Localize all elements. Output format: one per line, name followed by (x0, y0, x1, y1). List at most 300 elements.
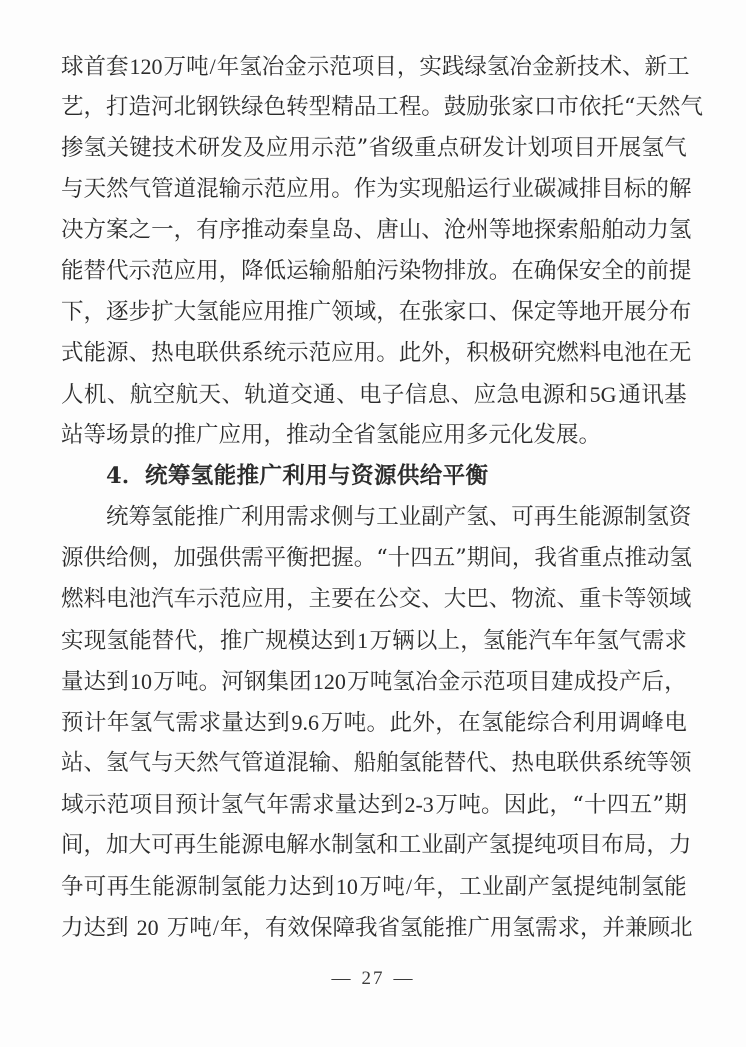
cjk-glyph: 在 (398, 299, 422, 325)
cjk-glyph: 重 (414, 135, 437, 161)
cjk-glyph: 范 (106, 792, 130, 818)
cjk-glyph: 源 (106, 340, 129, 366)
cjk-glyph: 需 (641, 628, 665, 654)
cjk-glyph: 探 (533, 217, 557, 243)
cjk-glyph: 我 (534, 545, 557, 571)
cjk-glyph: 汽 (528, 628, 551, 654)
cjk-glyph: 目 (573, 135, 596, 161)
cjk-glyph: 道 (263, 750, 287, 776)
cjk-glyph: 联 (196, 340, 219, 366)
cjk-glyph: 一 (151, 217, 174, 243)
cjk-glyph: 扩 (151, 299, 174, 325)
cjk-glyph: 等 (646, 750, 669, 776)
latin-run: 120 (129, 54, 163, 79)
cjk-glyph: 氢 (481, 710, 504, 736)
cjk-glyph: 术 (599, 54, 622, 80)
cjk-glyph: 示 (286, 340, 309, 366)
cjk-glyph: 峰 (641, 710, 664, 736)
cjk-glyph: 目 (528, 669, 551, 695)
cjk-glyph: 提 (511, 832, 534, 858)
cjk-glyph: 项 (351, 54, 375, 80)
cjk-glyph: 排 (578, 176, 602, 202)
cjk-glyph: 范 (263, 176, 287, 202)
cjk-glyph: 广 (218, 504, 242, 530)
cjk-glyph: ” (356, 135, 369, 161)
text-line (61, 743, 692, 784)
cjk-glyph: 氢 (239, 54, 262, 80)
cjk-glyph: 吨 (369, 669, 393, 695)
cjk-glyph: 汽 (151, 586, 174, 612)
cjk-glyph: 开 (596, 135, 619, 161)
cjk-glyph: 广 (242, 628, 266, 654)
cjk-glyph: 示 (306, 54, 330, 80)
cjk-glyph: 河 (151, 94, 174, 120)
cjk-glyph: 源 (174, 874, 198, 900)
cjk-glyph: ， (376, 299, 399, 325)
cjk-glyph: 用 (353, 340, 377, 366)
cjk-glyph: 冶 (509, 54, 532, 80)
page-number-value: 27 (361, 968, 385, 989)
cjk-glyph: 代 (106, 258, 129, 284)
cjk-glyph: 四 (410, 545, 433, 571)
cjk-glyph: 目 (601, 176, 624, 202)
latin-run: 120 (312, 669, 346, 694)
cjk-glyph: 项 (556, 832, 579, 858)
cjk-glyph: 级 (391, 135, 414, 161)
cjk-glyph: 重 (579, 545, 602, 571)
cjk-glyph: 能 (505, 628, 529, 654)
cjk-glyph: 输 (308, 750, 332, 776)
cjk-glyph: 机 (83, 382, 107, 408)
cjk-glyph: 用 (263, 586, 287, 612)
cjk-glyph: 此 (398, 340, 422, 366)
cjk-glyph: 达 (244, 710, 267, 736)
cjk-glyph: 项 (550, 135, 574, 161)
cjk-glyph: 年 (216, 54, 240, 80)
cjk-glyph: 用 (263, 504, 287, 530)
cjk-glyph: 万 (435, 792, 458, 818)
cjk-glyph: 通 (313, 382, 336, 408)
latin-run: 1 (357, 628, 369, 653)
cjk-glyph: 绿 (241, 94, 264, 120)
cjk-glyph: 大 (173, 299, 197, 325)
text-line (61, 825, 692, 866)
cjk-glyph: 以 (414, 628, 438, 654)
cjk-glyph: 空 (152, 382, 176, 408)
cjk-glyph: 产 (618, 669, 642, 695)
cjk-glyph: 燃 (61, 586, 84, 612)
cjk-glyph: ， (396, 54, 420, 80)
cjk-glyph: 制 (331, 832, 354, 858)
cjk-glyph: 范 (308, 340, 332, 366)
cjk-glyph: 到 (311, 874, 335, 900)
cjk-glyph: 钢 (196, 94, 219, 120)
cjk-glyph: 运 (466, 176, 489, 202)
cjk-glyph: 替 (83, 258, 107, 284)
cjk-glyph: 践 (441, 54, 465, 80)
cjk-glyph: 目 (152, 792, 175, 818)
cjk-glyph: 交 (290, 382, 313, 408)
text-line (61, 620, 687, 661)
cjk-glyph: 系 (241, 340, 264, 366)
cjk-glyph: 热 (151, 340, 174, 366)
cjk-glyph: 吨 (382, 874, 405, 900)
cjk-glyph: 团 (289, 669, 312, 695)
cjk-glyph: 工 (376, 94, 399, 120)
cjk-glyph: 程 (398, 94, 422, 120)
cjk-glyph: 业 (481, 874, 505, 900)
cjk-glyph: 皇 (308, 217, 332, 243)
cjk-glyph: 再 (533, 504, 557, 530)
cjk-glyph: 目 (578, 832, 602, 858)
cjk-glyph: 展 (623, 299, 647, 325)
cjk-glyph: 标 (623, 176, 647, 202)
cjk-glyph: ， (435, 710, 458, 736)
cjk-glyph: 源 (241, 832, 264, 858)
cjk-glyph: 投 (596, 669, 619, 695)
cjk-glyph: 氢 (106, 750, 129, 776)
cjk-glyph: 序 (218, 217, 242, 243)
cjk-glyph: 家 (443, 299, 467, 325)
cjk-glyph: 吨 (186, 54, 209, 80)
cjk-glyph: 气 (128, 750, 152, 776)
cjk-glyph: 航 (175, 382, 199, 408)
cjk-glyph: 实 (398, 176, 422, 202)
cjk-glyph: 。 (331, 176, 354, 202)
cjk-glyph: 应 (286, 176, 309, 202)
cjk-glyph: 色 (263, 94, 287, 120)
cjk-glyph: 、 (221, 382, 244, 408)
cjk-glyph: ， (436, 874, 459, 900)
cjk-glyph: 副 (504, 874, 528, 900)
cjk-glyph: 管 (151, 176, 174, 202)
cjk-glyph: 逐 (106, 299, 129, 325)
cjk-glyph: 极 (488, 340, 512, 366)
cjk-glyph: 工 (459, 874, 482, 900)
cjk-glyph: 生 (129, 874, 152, 900)
cjk-glyph: 与 (151, 750, 174, 776)
cjk-glyph: 、 (421, 586, 444, 612)
cjk-glyph: 运 (286, 258, 309, 284)
cjk-glyph: 达 (288, 874, 312, 900)
cjk-glyph: 大 (128, 832, 152, 858)
cjk-glyph: 研 (197, 135, 221, 161)
cjk-glyph: 发 (482, 135, 505, 161)
cjk-glyph: 氢 (353, 832, 377, 858)
cjk-glyph: 强 (196, 545, 219, 571)
cjk-glyph: 精 (331, 94, 354, 120)
cjk-glyph: 研 (511, 340, 534, 366)
cjk-glyph: 资 (668, 504, 692, 530)
text-line (61, 415, 687, 456)
cjk-glyph: 方 (83, 217, 107, 243)
cjk-glyph: 新 (644, 54, 668, 80)
cjk-glyph: 量 (221, 710, 244, 736)
cjk-glyph: 术 (174, 135, 198, 161)
cjk-glyph: 制 (197, 874, 221, 900)
cjk-glyph: 纯 (533, 832, 557, 858)
cjk-glyph: 无 (668, 340, 692, 366)
cjk-glyph: 目 (374, 54, 397, 80)
cjk-glyph: 能 (503, 710, 527, 736)
cjk-glyph: 十 (387, 545, 411, 571)
text-line (61, 497, 692, 538)
cjk-glyph: 统 (623, 750, 647, 776)
cjk-glyph: 船 (331, 258, 354, 284)
cjk-glyph: 主 (308, 586, 332, 612)
text-line (61, 46, 690, 87)
cjk-glyph: 电 (601, 340, 624, 366)
cjk-glyph: 掺 (61, 135, 84, 161)
cjk-glyph: 保 (556, 258, 579, 284)
cjk-glyph: 吨 (458, 792, 481, 818)
cjk-glyph: 船 (353, 750, 377, 776)
cjk-glyph: 万 (359, 874, 382, 900)
cjk-glyph: 需 (241, 545, 264, 571)
cjk-glyph: 岛 (331, 217, 354, 243)
cjk-glyph: 替 (151, 628, 175, 654)
cjk-glyph: 、 (336, 382, 359, 408)
cjk-glyph: 产 (443, 504, 467, 530)
cjk-glyph: 代 (174, 628, 197, 654)
cjk-glyph: ， (83, 299, 107, 325)
cjk-glyph: 计 (197, 792, 221, 818)
cjk-glyph: ， (197, 628, 220, 654)
cjk-glyph: 电 (358, 382, 382, 408)
cjk-glyph: 张 (421, 299, 444, 325)
cjk-glyph: 铁 (218, 94, 242, 120)
cjk-glyph: 成 (573, 669, 597, 695)
cjk-glyph: 技 (152, 135, 175, 161)
cjk-glyph: 、 (488, 504, 512, 530)
cjk-glyph: 和 (376, 832, 399, 858)
cjk-glyph: 能 (578, 504, 602, 530)
cjk-glyph: ， (549, 792, 572, 818)
cjk-glyph: 副 (421, 504, 444, 530)
cjk-glyph: 实 (419, 54, 442, 80)
cjk-glyph: 输 (308, 258, 332, 284)
cjk-glyph: 调 (618, 710, 642, 736)
cjk-glyph: 子 (381, 382, 405, 408)
cjk-glyph: 吨 (175, 669, 199, 695)
cjk-glyph: 交 (398, 586, 422, 612)
cjk-glyph: 解 (286, 832, 309, 858)
cjk-glyph: 万 (163, 54, 187, 80)
cjk-glyph: 唐 (376, 217, 399, 243)
latin-run: 10 (130, 669, 153, 694)
cjk-glyph: 料 (578, 340, 602, 366)
cjk-glyph: 五 (629, 792, 653, 818)
cjk-glyph: 提 (668, 258, 692, 284)
cjk-glyph: 关 (106, 135, 130, 161)
cjk-glyph: 管 (241, 750, 264, 776)
cjk-glyph: 天 (635, 94, 658, 120)
cjk-glyph: 定 (533, 299, 557, 325)
cjk-glyph: 能 (152, 874, 175, 900)
cjk-glyph: 预 (175, 792, 198, 818)
cjk-glyph: 碳 (533, 176, 557, 202)
cjk-glyph: 给 (106, 545, 129, 571)
cjk-glyph: 、 (450, 382, 474, 408)
cjk-glyph: 衡 (286, 545, 309, 571)
cjk-glyph: 和 (565, 382, 588, 408)
cjk-glyph: 十 (584, 792, 607, 818)
cjk-glyph: 、 (421, 217, 444, 243)
cjk-glyph: 流 (533, 586, 557, 612)
latin-run: 5G (589, 382, 617, 407)
text-line (61, 87, 703, 128)
cjk-glyph: 口 (533, 94, 557, 120)
cjk-glyph: 求 (311, 792, 335, 818)
cjk-glyph: 示 (311, 135, 334, 161)
cjk-glyph: 。 (366, 710, 390, 736)
cjk-glyph: 加 (173, 545, 197, 571)
cjk-glyph: 案 (106, 217, 129, 243)
cjk-glyph: 信 (404, 382, 428, 408)
cjk-glyph: 万 (320, 710, 344, 736)
cjk-glyph: 艺 (61, 94, 84, 120)
cjk-glyph: 河 (221, 669, 244, 695)
page-number-dash-left: — (331, 968, 353, 989)
cjk-glyph: 绿 (464, 54, 487, 80)
cjk-glyph: 及 (243, 135, 266, 161)
cjk-glyph: 电 (173, 340, 197, 366)
cjk-glyph: 此 (526, 792, 550, 818)
cjk-glyph: 下 (61, 299, 84, 325)
cjk-glyph: 范 (483, 669, 506, 695)
cjk-glyph: 船 (578, 217, 602, 243)
cjk-glyph: 能 (173, 504, 197, 530)
cjk-glyph: 道 (173, 176, 197, 202)
cjk-glyph: 金 (437, 669, 461, 695)
cjk-glyph: 料 (83, 586, 107, 612)
cjk-glyph: 州 (466, 217, 489, 243)
cjk-glyph: 急 (496, 382, 520, 408)
cjk-run: 站等场景的推广应用，推动全省氢能应用多元化发展。 (61, 422, 602, 448)
cjk-glyph: 氢 (646, 504, 669, 530)
text-line (61, 333, 692, 374)
cjk-glyph: 物 (421, 258, 444, 284)
text-line (61, 661, 687, 702)
cjk-glyph: 地 (511, 217, 534, 243)
cjk-glyph: 、 (488, 299, 512, 325)
cjk-glyph: 山 (398, 217, 422, 243)
cjk-glyph: 合 (549, 710, 573, 736)
cjk-glyph: 量 (61, 669, 84, 695)
cjk-glyph: 放 (466, 258, 489, 284)
cjk-glyph: 工 (398, 832, 422, 858)
cjk-glyph: 在 (458, 710, 481, 736)
text-line (61, 702, 687, 743)
cjk-glyph: 在 (353, 586, 377, 612)
cjk-glyph: 利 (572, 710, 596, 736)
cjk-glyph: 新 (554, 54, 577, 80)
cjk-glyph: 车 (550, 628, 574, 654)
text-line (61, 292, 692, 333)
cjk-glyph: 应 (331, 340, 354, 366)
cjk-glyph: 推 (624, 545, 647, 571)
cjk-glyph: 域 (353, 299, 377, 325)
cjk-glyph: ， (443, 340, 467, 366)
cjk-glyph: 公 (376, 586, 399, 612)
cjk-glyph: 与 (61, 176, 84, 202)
cjk-glyph: 范 (218, 586, 242, 612)
cjk-glyph: 排 (443, 258, 467, 284)
cjk-glyph: 量 (334, 792, 358, 818)
cjk-glyph: 用 (288, 135, 312, 161)
cjk-glyph: 供 (578, 750, 602, 776)
latin-run: / (212, 915, 219, 940)
cjk-glyph: 点 (436, 135, 460, 161)
cjk-glyph: 之 (128, 217, 152, 243)
cjk-glyph: 的 (623, 258, 647, 284)
cjk-glyph: 。 (198, 669, 222, 695)
cjk-run: 年，有效保障我省氢能推广用氢需求，并兼顾北 (219, 915, 693, 941)
cjk-glyph: 。 (481, 792, 504, 818)
cjk-glyph: “ (572, 792, 584, 818)
cjk-glyph: 应 (241, 299, 264, 325)
cjk-glyph: 工 (667, 54, 690, 80)
cjk-glyph: 索 (556, 217, 579, 243)
cjk-glyph: 达 (83, 669, 107, 695)
cjk-glyph: 领 (331, 299, 354, 325)
cjk-glyph: 氢 (466, 504, 489, 530)
cjk-glyph: 动 (646, 545, 670, 571)
cjk-glyph: 产 (527, 874, 550, 900)
cjk-glyph: 套 (106, 54, 129, 80)
cjk-glyph: 研 (459, 135, 483, 161)
cjk-glyph: 分 (646, 299, 669, 325)
cjk-glyph: 示 (83, 792, 107, 818)
cjk-glyph: 基 (664, 382, 687, 408)
cjk-glyph: 四 (606, 792, 630, 818)
cjk-glyph: 布 (601, 832, 624, 858)
cjk-glyph: 用 (196, 258, 219, 284)
cjk-glyph: 舶 (353, 258, 377, 284)
cjk-glyph: 降 (241, 258, 264, 284)
cjk-glyph: 池 (128, 586, 152, 612)
cjk-glyph: 、 (556, 586, 579, 612)
cjk-glyph: 水 (308, 832, 332, 858)
cjk-glyph: 造 (128, 94, 152, 120)
text-line (61, 374, 687, 415)
cjk-glyph: 染 (398, 258, 422, 284)
cjk-glyph: 到 (106, 669, 129, 695)
cjk-glyph: 船 (443, 176, 467, 202)
cjk-glyph: 省 (556, 545, 580, 571)
cjk-glyph: 计 (83, 710, 107, 736)
cjk-glyph: 氢 (151, 504, 174, 530)
cjk-glyph: “ (623, 94, 636, 120)
cjk-glyph: 年 (266, 792, 289, 818)
cjk-glyph: 开 (601, 299, 624, 325)
cjk-glyph: 氢 (668, 217, 692, 243)
cjk-run: 万吨 (159, 915, 212, 941)
cjk-glyph: 首 (83, 54, 107, 80)
cjk-glyph: 、 (353, 217, 377, 243)
cjk-glyph: 氢 (392, 669, 415, 695)
cjk-glyph: 能 (83, 340, 107, 366)
cjk-glyph: 决 (61, 217, 84, 243)
cjk-glyph: 推 (286, 299, 309, 325)
cjk-glyph: 点 (601, 545, 625, 571)
cjk-glyph: 求 (308, 504, 332, 530)
cjk-glyph: 制 (623, 504, 647, 530)
cjk-glyph: 万 (347, 669, 370, 695)
page-number-dash-right: — (393, 968, 415, 989)
cjk-glyph: 示 (196, 586, 219, 612)
cjk-glyph: 现 (421, 176, 444, 202)
